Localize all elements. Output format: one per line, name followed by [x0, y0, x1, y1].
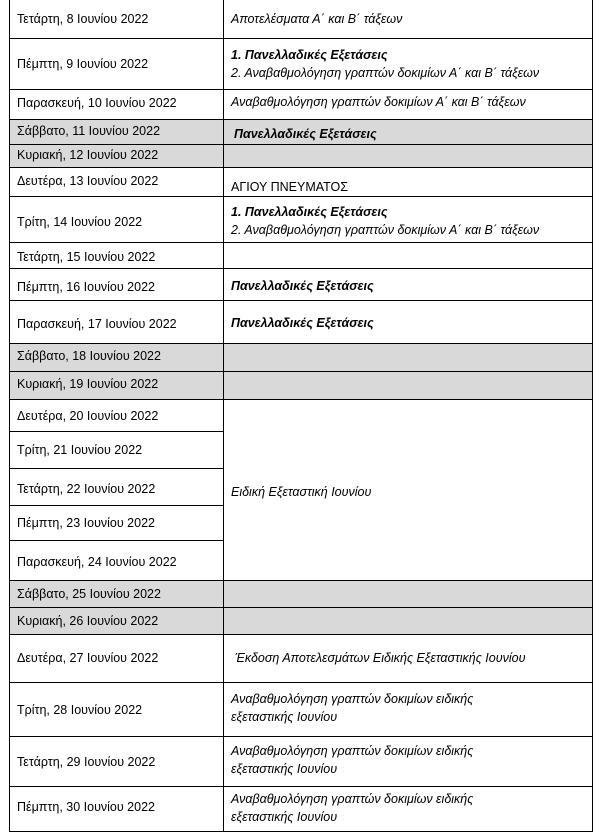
row-divider: [9, 242, 593, 243]
row-divider: [9, 682, 593, 683]
day-cell: Δευτέρα, 20 Ιουνίου 2022: [17, 409, 159, 423]
day-cell: Πέμπτη, 9 Ιουνίου 2022: [17, 57, 149, 71]
row-divider: [9, 399, 593, 400]
row-divider: [9, 540, 224, 541]
day-cell: Τετάρτη, 15 Ιουνίου 2022: [17, 250, 156, 264]
row-divider: [9, 89, 593, 90]
schedule-table: [9, 0, 593, 832]
row-divider: [9, 736, 593, 737]
day-cell: Παρασκευή, 24 Ιουνίου 2022: [17, 555, 177, 569]
table-border: [9, 0, 10, 832]
row-divider: [9, 144, 593, 145]
row-divider: [9, 831, 593, 832]
activity-cell: [231, 742, 591, 778]
merged-activity-cell: Ειδική Εξεταστική Ιουνίου: [231, 485, 372, 499]
activity-cell: [231, 46, 591, 82]
activity-line: εξεταστικής Ιουνίου: [231, 710, 338, 724]
activity-line: Αναβαθμολόγηση γραπτών δοκιμίων ειδικής: [231, 692, 474, 706]
row-divider: [9, 786, 593, 787]
activity-line: εξεταστικής Ιουνίου: [231, 810, 338, 824]
activity-cell: Πανελλαδικές Εξετάσεις: [234, 127, 377, 141]
day-cell: Τρίτη, 21 Ιουνίου 2022: [17, 443, 143, 457]
day-cell: Πέμπτη, 16 Ιουνίου 2022: [17, 280, 155, 294]
column-divider: [223, 0, 224, 832]
row-divider: [9, 505, 224, 506]
activity-line: Αναβαθμολόγηση γραπτών δοκιμίων ειδικής: [231, 744, 474, 758]
activity-line: Αναβαθμολόγηση γραπτών δοκιμίων ειδικής: [231, 792, 474, 806]
day-cell: Σάββατο, 18 Ιουνίου 2022: [17, 349, 161, 363]
row-divider: [9, 268, 593, 269]
row-divider: [9, 343, 593, 344]
row-divider: [9, 607, 593, 608]
day-cell: Παρασκευή, 17 Ιουνίου 2022: [17, 317, 177, 331]
activity-cell: [231, 790, 591, 826]
table-border: [592, 0, 593, 832]
row-divider: [9, 196, 593, 197]
day-cell: Τρίτη, 28 Ιουνίου 2022: [17, 703, 143, 717]
day-cell: Τετάρτη, 22 Ιουνίου 2022: [17, 482, 156, 496]
activity-line: 1. Πανελλαδικές Εξετάσεις: [231, 205, 388, 219]
day-cell: Παρασκευή, 10 Ιουνίου 2022: [17, 96, 177, 110]
row-divider: [9, 119, 593, 120]
activity-line: 2. Αναβαθμολόγηση γραπτών δοκιμίων Α΄ και Β΄ τάξεων: [231, 66, 540, 80]
activity-cell: Αποτελέσματα Α΄ και Β΄ τάξεων: [231, 12, 403, 26]
row-divider: [9, 468, 224, 469]
activity-line: 1. Πανελλαδικές Εξετάσεις: [231, 48, 388, 62]
day-cell: Τετάρτη, 29 Ιουνίου 2022: [17, 755, 156, 769]
row-divider: [9, 38, 593, 39]
day-cell: Σάββατο, 25 Ιουνίου 2022: [17, 587, 161, 601]
day-cell: Κυριακή, 26 Ιουνίου 2022: [17, 614, 159, 628]
row-divider: [9, 580, 593, 581]
activity-line: 2. Αναβαθμολόγηση γραπτών δοκιμίων Α΄ και Β΄ τάξεων: [231, 223, 540, 237]
activity-cell: [231, 203, 591, 239]
activity-cell: Πανελλαδικές Εξετάσεις: [231, 316, 374, 330]
activity-cell: ΑΓΙΟΥ ΠΝΕΥΜΑΤΟΣ: [231, 180, 349, 194]
row-divider: [9, 167, 593, 168]
row-divider: [9, 431, 224, 432]
day-cell: Κυριακή, 12 Ιουνίου 2022: [17, 148, 159, 162]
day-cell: Σάββατο, 11 Ιουνίου 2022: [17, 124, 161, 138]
activity-cell: Έκδοση Αποτελεσμάτων Ειδικής Εξεταστικής Ιουνίου: [235, 651, 526, 665]
activity-cell: Πανελλαδικές Εξετάσεις: [231, 279, 374, 293]
activity-line: εξεταστικής Ιουνίου: [231, 762, 338, 776]
day-cell: Πέμπτη, 30 Ιουνίου 2022: [17, 800, 155, 814]
day-cell: Τρίτη, 14 Ιουνίου 2022: [17, 215, 143, 229]
activity-cell: Αναβαθμολόγηση γραπτών δοκιμίων Α΄ και Β΄ τάξεων: [231, 95, 526, 109]
day-cell: Δευτέρα, 13 Ιουνίου 2022: [17, 174, 159, 188]
day-cell: Πέμπτη, 23 Ιουνίου 2022: [17, 516, 155, 530]
day-cell: Κυριακή, 19 Ιουνίου 2022: [17, 377, 159, 391]
row-divider: [9, 634, 593, 635]
activity-cell: [231, 690, 591, 726]
day-cell: Τετάρτη, 8 Ιουνίου 2022: [17, 12, 149, 26]
row-divider: [9, 371, 593, 372]
row-divider: [9, 300, 593, 301]
day-cell: Δευτέρα, 27 Ιουνίου 2022: [17, 651, 159, 665]
